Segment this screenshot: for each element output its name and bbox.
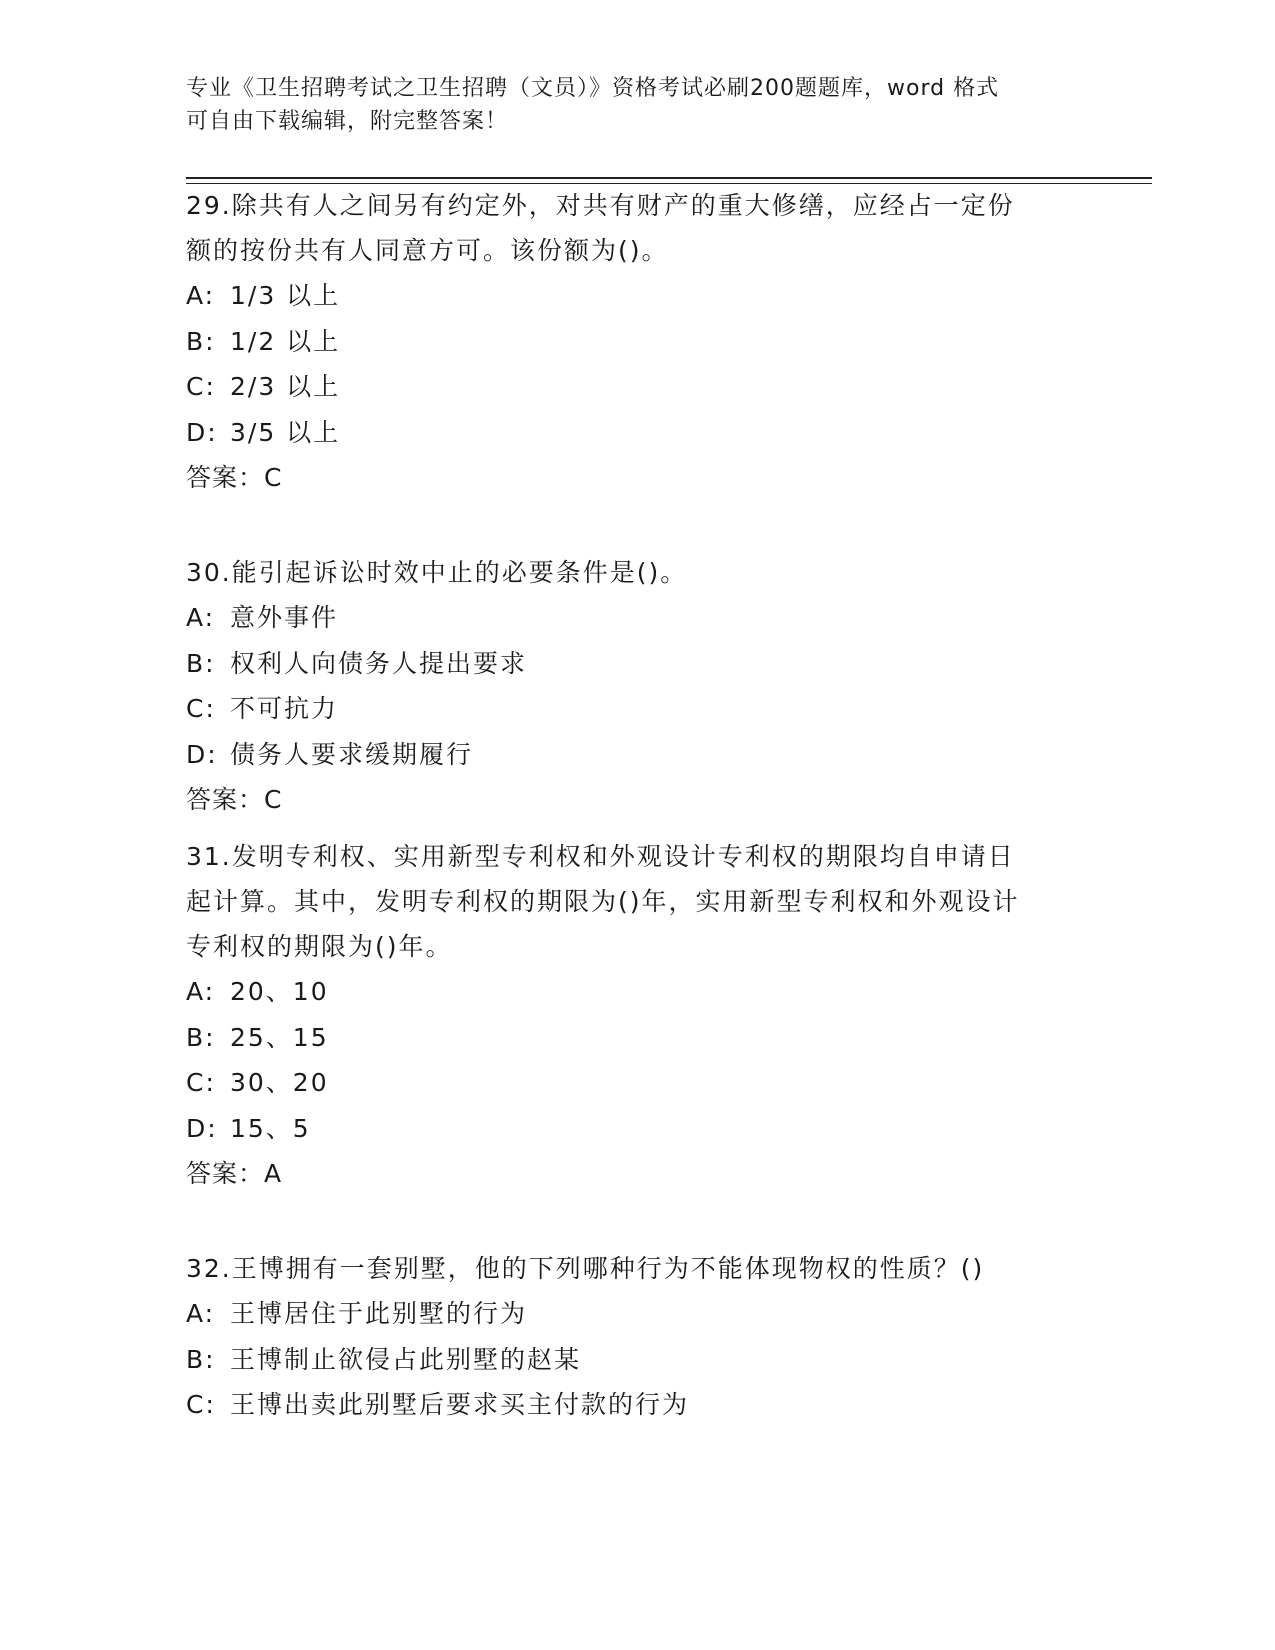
header-divider-thick xyxy=(186,177,1152,179)
question-stem: 29.除共有人之间另有约定外，对共有财产的重大修缮，应经占一定份额的按份共有人同意方可。该份额为()。 xyxy=(186,191,1015,265)
option-key: C: xyxy=(186,1390,216,1419)
option-text: 15、5 xyxy=(230,1113,311,1143)
option-b xyxy=(186,1015,1066,1061)
option-a xyxy=(186,969,1066,1015)
question-stem: 31.发明专利权、实用新型专利权和外观设计专利权的期限均自申请日起计算。其中，发明专利权的期限为()年，实用新型专利权和外观设计专利权的期限为()年。 xyxy=(186,842,1020,961)
option-key: A: xyxy=(186,1299,216,1328)
option-text: 2/3 以上 xyxy=(230,372,341,401)
option-c xyxy=(186,1060,1066,1106)
question-30 xyxy=(186,550,1066,823)
option-text: 王博出卖此别墅后要求买主付款的行为 xyxy=(230,1390,690,1419)
answer-label: 答案：A xyxy=(186,1159,283,1188)
header-line-2: 可自由下载编辑，附完整答案！ xyxy=(186,109,509,134)
header-line-1: 专业《卫生招聘考试之卫生招聘（文员）》资格考试必刷200题题库，word 格式 xyxy=(186,76,1000,101)
option-text: 王博居住于此别墅的行为 xyxy=(230,1299,528,1328)
option-text: 王博制止欲侵占此别墅的赵某 xyxy=(230,1344,582,1374)
option-text: 意外事件 xyxy=(230,603,339,632)
option-c xyxy=(186,686,1066,732)
option-text: 1/3 以上 xyxy=(230,281,341,310)
option-text: 25、15 xyxy=(230,1022,329,1052)
option-a xyxy=(186,595,1066,641)
option-b xyxy=(186,319,1066,365)
option-a xyxy=(186,1291,1066,1337)
option-text: 20、10 xyxy=(230,977,329,1006)
option-key: B: xyxy=(186,1344,216,1374)
option-b xyxy=(186,1337,1066,1383)
question-stem: 32.王博拥有一套别墅，他的下列哪种行为不能体现物权的性质？() xyxy=(186,1254,985,1283)
option-d xyxy=(186,410,1066,456)
option-text: 债务人要求缓期履行 xyxy=(230,739,474,769)
answer-label: 答案：C xyxy=(186,785,283,814)
option-c xyxy=(186,1382,1066,1428)
option-text: 30、20 xyxy=(230,1068,329,1097)
option-text: 3/5 以上 xyxy=(230,417,341,447)
option-d xyxy=(186,1106,1066,1152)
option-text: 不可抗力 xyxy=(230,694,339,723)
document-header xyxy=(186,72,1086,138)
option-key: A: xyxy=(186,977,216,1006)
option-c xyxy=(186,364,1066,410)
option-key: D: xyxy=(186,739,218,769)
option-key: A: xyxy=(186,281,216,310)
option-key: A: xyxy=(186,603,216,632)
answer-label: 答案：C xyxy=(186,463,283,492)
option-text: 1/2 以上 xyxy=(230,326,341,356)
question-stem: 30.能引起诉讼时效中止的必要条件是()。 xyxy=(186,558,688,587)
option-text: 权利人向债务人提出要求 xyxy=(230,648,528,678)
option-key: B: xyxy=(186,326,216,356)
question-29 xyxy=(186,183,1066,501)
option-key: C: xyxy=(186,1068,216,1097)
option-key: B: xyxy=(186,1022,216,1052)
option-key: D: xyxy=(186,417,218,447)
option-key: B: xyxy=(186,648,216,678)
option-key: C: xyxy=(186,372,216,401)
option-d xyxy=(186,732,1066,778)
question-31 xyxy=(186,834,1066,1197)
option-b xyxy=(186,641,1066,687)
option-key: C: xyxy=(186,694,216,723)
question-32 xyxy=(186,1246,1066,1428)
option-a xyxy=(186,273,1066,319)
option-key: D: xyxy=(186,1113,218,1143)
